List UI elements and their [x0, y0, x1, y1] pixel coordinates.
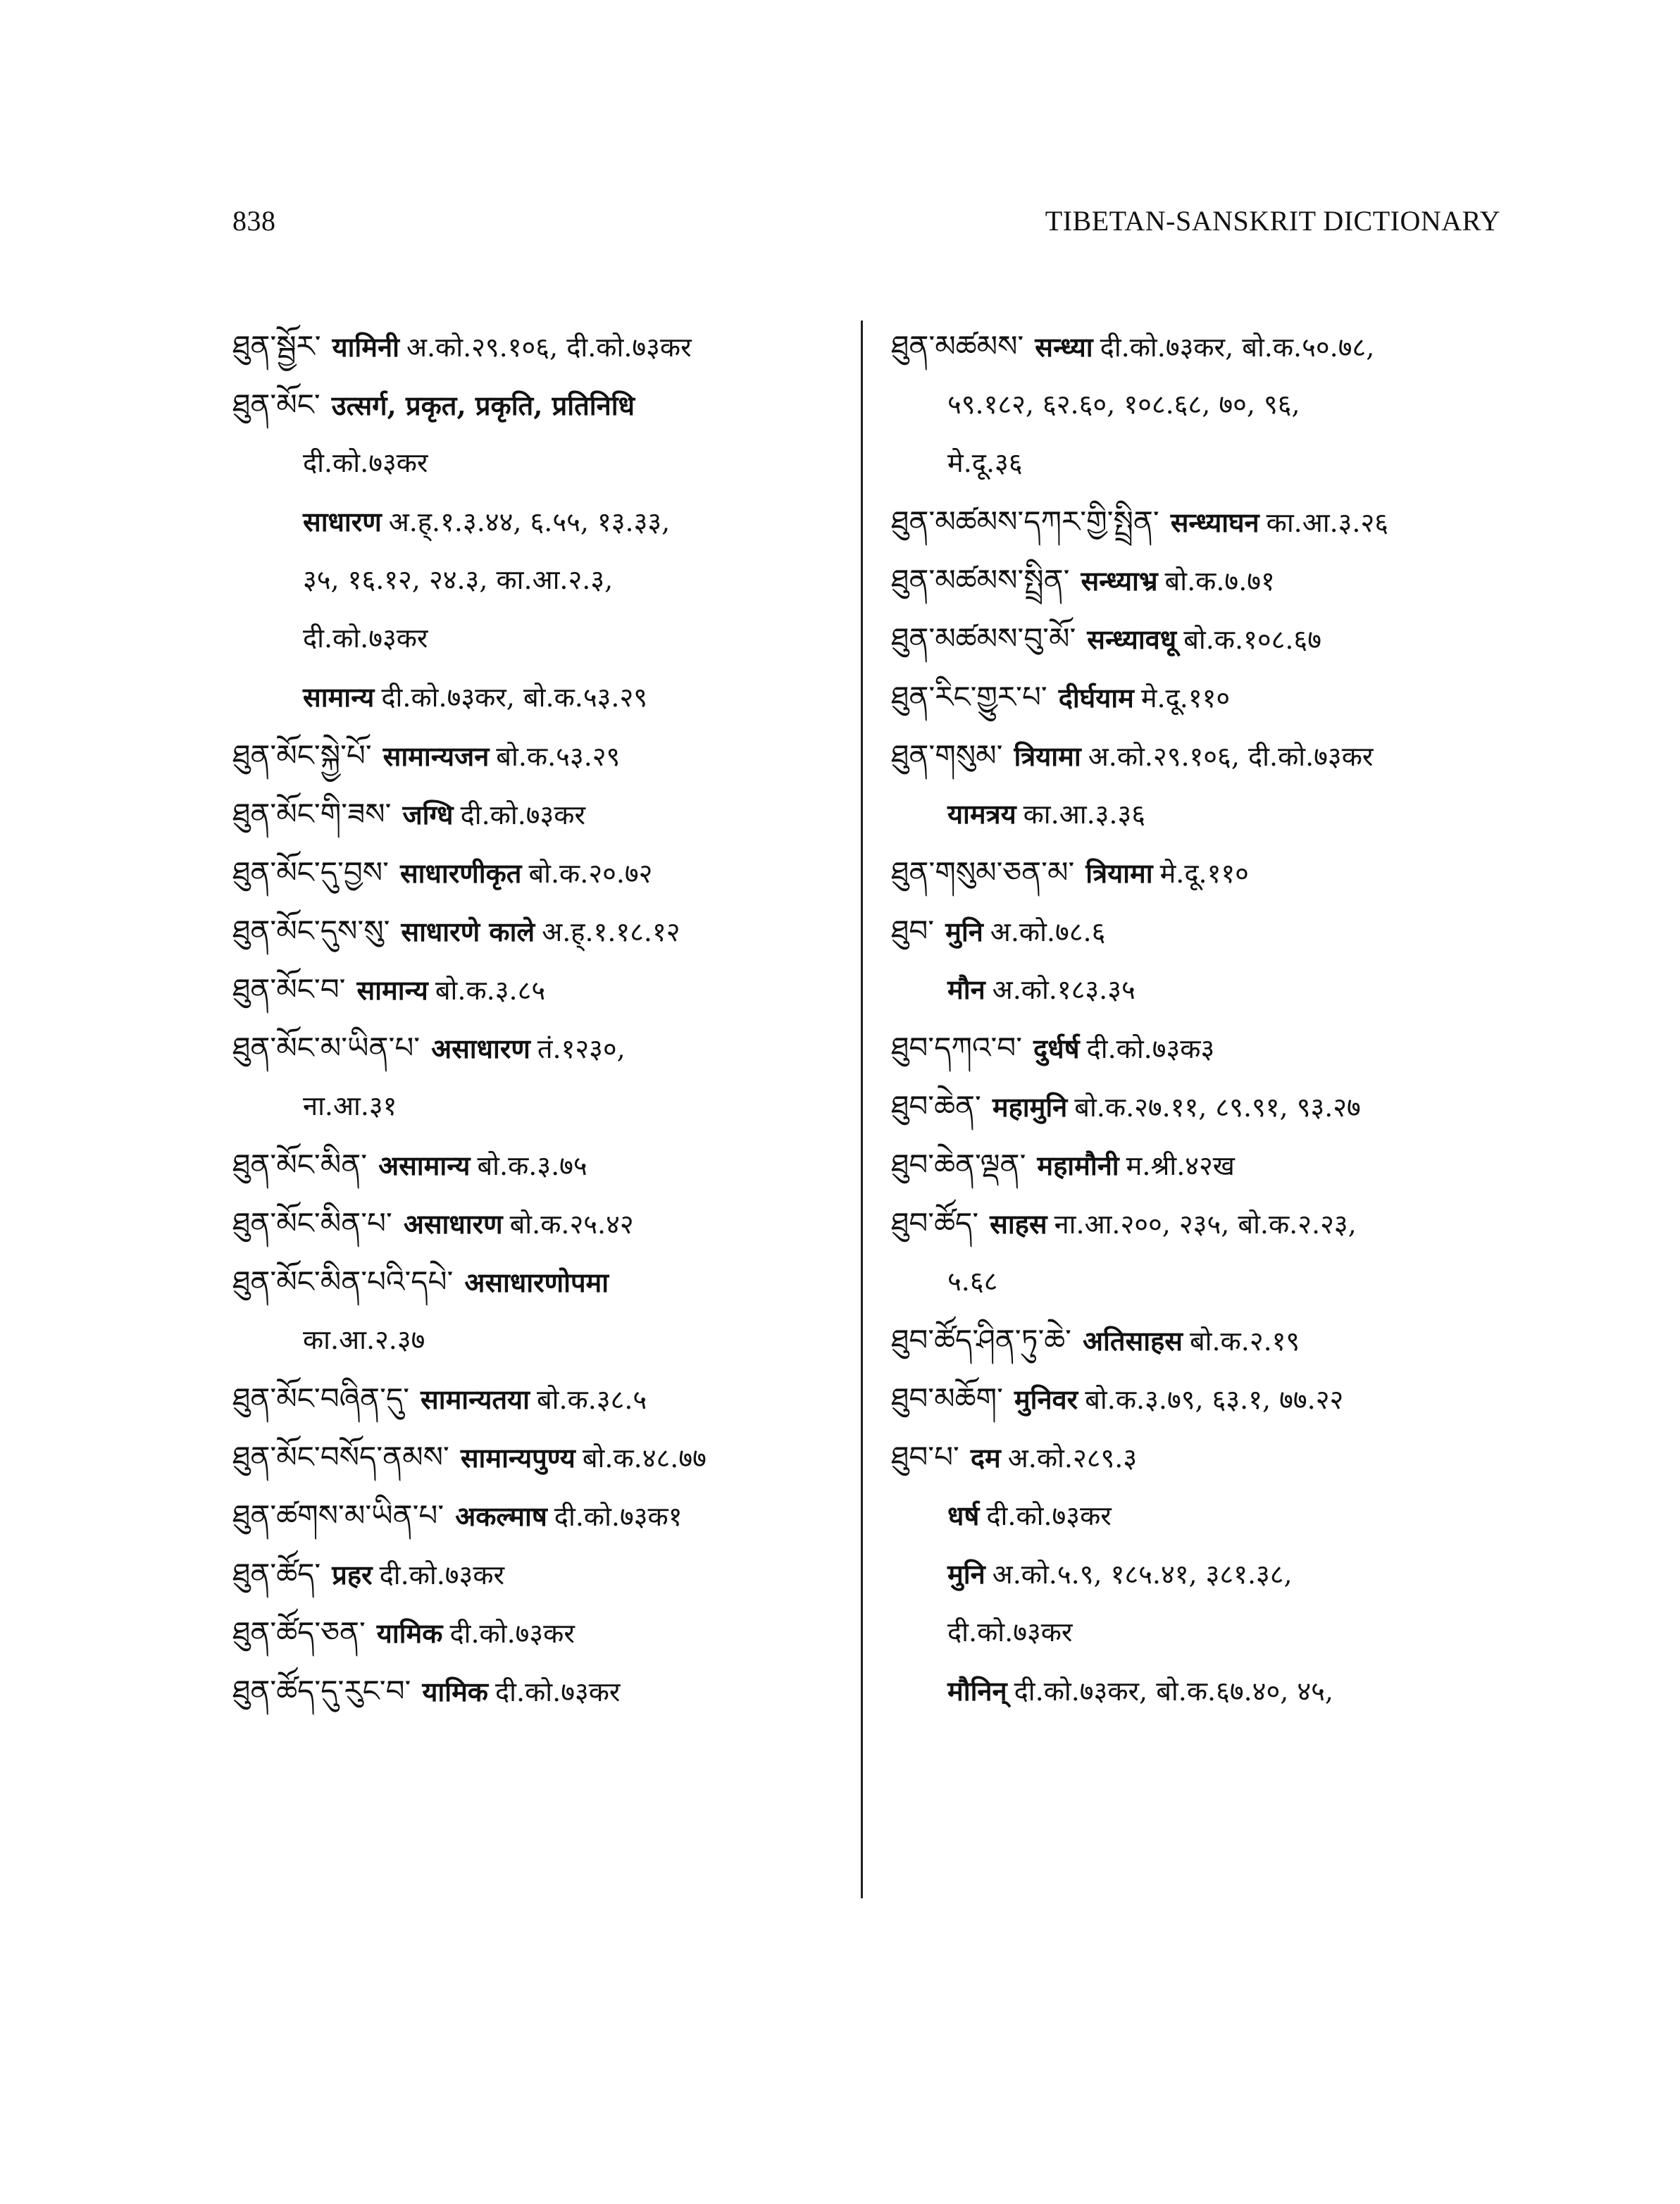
source-reference: दी.को.७३क३: [1086, 1033, 1215, 1064]
sanskrit-equivalent: साधारणे काले: [401, 916, 535, 947]
source-reference: म.श्री.४२ख: [1126, 1150, 1235, 1181]
tibetan-headword: ཐུན་མོང་གི་ཟས་: [232, 797, 392, 831]
sanskrit-equivalent: सामान्यपुण्य: [460, 1442, 575, 1474]
source-reference: बो.क.३८.५: [536, 1384, 647, 1415]
source-reference: बो.क.३.७५: [477, 1150, 587, 1181]
tibetan-headword: ཐུན་མཚམས་དཀར་གྱི་སྤྲིན་: [891, 504, 1159, 539]
sanskrit-equivalent: सन्ध्यावधू: [1087, 623, 1177, 655]
dictionary-entry-line: [891, 609, 1511, 668]
source-reference: मे.दू.३६: [947, 447, 1023, 478]
source-reference: दी.को.७३कर, बो.क.६७.४०, ४५,: [1014, 1676, 1333, 1707]
dictionary-entry-line: [232, 375, 866, 434]
source-reference: ३५, १६.१२, २४.३, का.आ.२.३,: [303, 564, 614, 595]
tibetan-headword: ཐུན་མཚམས་བུ་མོ་: [891, 621, 1076, 656]
sanskrit-equivalent: मुनि: [947, 1558, 985, 1590]
dictionary-entry-line: [232, 1077, 866, 1135]
dictionary-entry-line: [891, 1077, 1511, 1135]
tibetan-headword: ཐུན་མོང་མ་ཡིན་པ་: [232, 1031, 421, 1065]
tibetan-headword: ཐུན་མོང་: [232, 387, 321, 422]
tibetan-headword: ཐུན་ཚགས་མ་ཡིན་པ་: [232, 1498, 444, 1533]
sanskrit-equivalent: मौनिन्: [947, 1675, 1007, 1707]
dictionary-entry-line: [891, 434, 1511, 492]
dictionary-entry-line: [891, 375, 1511, 434]
source-reference: अ.ह्.१.३.४४, ६.५५, १३.३३,: [388, 506, 671, 537]
sanskrit-equivalent: सामान्यजन: [382, 740, 490, 772]
source-reference: बो.क.४८.७७: [582, 1443, 707, 1474]
sanskrit-equivalent: अतिसाहस: [1083, 1325, 1183, 1357]
tibetan-headword: ཐུན་མོང་བཞིན་དུ་: [232, 1381, 410, 1416]
tibetan-headword: ཐུབ་ཚོད་ཤིན་ཏུ་ཆེ་: [891, 1323, 1071, 1357]
sanskrit-equivalent: सन्ध्याघन: [1170, 506, 1259, 538]
source-reference: बो.क.२५.४२: [509, 1209, 634, 1240]
source-reference: ५९.१८२, ६२.६०, १०८.६८, ७०, ९६,: [947, 389, 1300, 420]
sanskrit-equivalent: मुनि: [945, 916, 983, 947]
dictionary-entry-line: [232, 434, 866, 492]
dictionary-entry-line: [232, 1019, 866, 1077]
source-reference: दी.को.७३कर: [460, 799, 586, 830]
tibetan-headword: ཐུན་མོང་སྐྱེ་པོ་: [232, 738, 372, 773]
sanskrit-equivalent: दुर्धर्ष: [1033, 1033, 1080, 1064]
source-reference: दी.को.७३कर, बो.क.५०.७८,: [1100, 332, 1375, 363]
dictionary-entry-line: [891, 960, 1511, 1019]
dictionary-entry-line: [891, 1662, 1511, 1720]
sanskrit-equivalent: सामान्य: [356, 974, 428, 1006]
source-reference: दी.को.७३क१: [554, 1501, 683, 1532]
tibetan-headword: ཐུབ་པ་: [891, 1440, 959, 1474]
dictionary-entry-line: [232, 1662, 866, 1720]
tibetan-headword: ཐུན་གསུམ་ཅན་མ་: [891, 855, 1075, 890]
tibetan-headword: ཐུན་མོང་བསོད་ནམས་: [232, 1440, 449, 1474]
dictionary-entry-line: [891, 1545, 1511, 1603]
sanskrit-equivalent: दम: [970, 1442, 1001, 1474]
tibetan-headword: ཐུབ་དཀའ་བ་: [891, 1031, 1023, 1065]
source-reference: अ.को.२९.१०६, दी.को.७३कर: [1088, 741, 1374, 772]
source-reference: दी.को.७३कर: [303, 447, 428, 478]
source-reference: मे.दू.११०: [1140, 683, 1231, 714]
source-reference: का.आ.३.२६: [1266, 507, 1389, 538]
dictionary-entry-line: [891, 1311, 1511, 1369]
dictionary-entry-line: [232, 668, 866, 726]
dictionary-entry-line: [891, 668, 1511, 726]
dictionary-entry-line: [232, 1486, 866, 1545]
dictionary-entry-line: [232, 1135, 866, 1194]
tibetan-headword: ཐུན་གསུམ་: [891, 738, 1003, 773]
dictionary-entry-line: [232, 492, 866, 551]
tibetan-headword: ཐུན་ཚོད་: [232, 1557, 321, 1591]
dictionary-entry-line: [232, 317, 866, 375]
source-reference: दी.को.७३कर: [986, 1500, 1112, 1531]
dictionary-entry-line: [891, 902, 1511, 960]
tibetan-headword: ཐུན་རིང་གྱུར་པ་: [891, 680, 1047, 714]
source-reference: बो.क.२०.७२: [528, 858, 653, 889]
column-divider: [861, 320, 863, 1898]
tibetan-headword: ཐུན་མོང་དུས་སུ་: [232, 914, 390, 948]
dictionary-entry-line: [232, 785, 866, 843]
source-reference: अ.को.७८.६: [990, 916, 1106, 947]
dictionary-entry-line: [232, 1311, 866, 1369]
tibetan-headword: ཐུན་མོང་དུ་བྱས་: [232, 855, 389, 890]
sanskrit-equivalent: सन्ध्याभ्र: [1081, 565, 1158, 597]
dictionary-entry-line: [891, 1194, 1511, 1252]
sanskrit-equivalent: त्रियामा: [1014, 740, 1081, 772]
source-reference: दी.को.७३कर: [947, 1617, 1073, 1648]
source-reference: तं.१२३०,: [537, 1033, 626, 1064]
tibetan-headword: ཐུན་ཚོད་དུ་རུང་བ་: [232, 1674, 411, 1708]
dictionary-entry-line: [891, 1369, 1511, 1428]
sanskrit-equivalent: मौन: [947, 973, 985, 1005]
dictionary-entry-line: [232, 609, 866, 668]
dictionary-entry-line: [232, 1428, 866, 1486]
sanskrit-equivalent: सन्ध्या: [1035, 331, 1093, 363]
source-reference: दी.को.७३कर: [449, 1618, 575, 1649]
source-reference: बो.क.३.७९, ६३.१, ७७.२२: [1085, 1384, 1344, 1415]
sanskrit-equivalent: महामुनि: [992, 1091, 1068, 1123]
dictionary-entry-line: [891, 1135, 1511, 1194]
source-reference: बो.क.२.१९: [1189, 1326, 1300, 1357]
tibetan-headword: ཐུན་མཚམས་: [891, 329, 1024, 363]
running-title: TIBETAN-SANSKRIT DICTIONARY: [1045, 205, 1500, 237]
tibetan-headword: ཐུབ་ཚོད་: [891, 1206, 979, 1240]
dictionary-entry-line: [891, 1603, 1511, 1662]
source-reference: ना.आ.३१: [303, 1090, 397, 1121]
dictionary-entry-line: [232, 1194, 866, 1252]
sanskrit-equivalent: यामत्रय: [947, 798, 1016, 830]
tibetan-headword: ཐུན་མཚམས་སྤྲིན་: [891, 563, 1070, 597]
dictionary-entry-line: [891, 1252, 1511, 1311]
sanskrit-equivalent: साधारण: [303, 506, 382, 537]
source-reference: अ.ह्.१.१८.१२: [542, 916, 680, 947]
source-reference: ना.आ.२००, २३५, बो.क.२.२३,: [1054, 1209, 1357, 1240]
sanskrit-equivalent: असाधारण: [431, 1033, 530, 1064]
source-reference: बो.क.७.७१: [1164, 566, 1275, 597]
sanskrit-equivalent: अकल्माष: [455, 1500, 547, 1532]
sanskrit-equivalent: जग्धि: [402, 799, 454, 830]
source-reference: अ.को.५.९, १८५.४१, ३८१.३८,: [992, 1559, 1293, 1590]
dictionary-entry-line: [232, 1252, 866, 1311]
sanskrit-equivalent: धर्ष: [947, 1500, 980, 1531]
tibetan-headword: ཐུབ་ཆེན་: [891, 1089, 981, 1123]
source-reference: बो.क.३.८५: [435, 975, 546, 1006]
dictionary-entry-line: [232, 726, 866, 785]
dictionary-entry-line: [891, 1486, 1511, 1545]
dictionary-entry-line: [232, 1369, 866, 1428]
tibetan-headword: ཐུབ་ཆེན་ལྡན་: [891, 1147, 1026, 1182]
sanskrit-equivalent: महामौनी: [1037, 1150, 1119, 1181]
sanskrit-equivalent: दीर्घयाम: [1058, 682, 1134, 714]
dictionary-entry-line: [891, 492, 1511, 551]
source-reference: दी.को.७३कर: [495, 1676, 621, 1707]
source-reference: का.आ.२.३७: [303, 1324, 425, 1355]
dictionary-entry-line: [232, 902, 866, 960]
source-reference: अ.को.२८९.३: [1007, 1443, 1138, 1474]
source-reference: बो.क.५३.२९: [496, 741, 621, 772]
dictionary-entry-line: [891, 726, 1511, 785]
source-reference: दी.को.७३कर, बो.क.५३.२९: [381, 682, 647, 713]
page-number: 838: [232, 205, 276, 237]
source-reference: दी.को.७३कर: [303, 623, 428, 654]
sanskrit-equivalent: त्रियामा: [1085, 857, 1153, 889]
sanskrit-equivalent: साधारणीकृत: [399, 857, 522, 889]
dictionary-entry-line: [891, 1428, 1511, 1486]
tibetan-headword: ཐུན་སྦྱོར་: [232, 329, 321, 363]
dictionary-entry-line: [232, 843, 866, 902]
tibetan-headword: ཐུན་མོང་བ་: [232, 972, 346, 1007]
left-column: [232, 317, 866, 1720]
source-reference: बो.क.१०८.६७: [1183, 624, 1321, 655]
source-reference: का.आ.३.३६: [1023, 799, 1146, 830]
sanskrit-equivalent: मुनिवर: [1014, 1383, 1078, 1415]
source-reference: अ.को.२९.१०६, दी.को.७३कर: [406, 332, 692, 363]
dictionary-entry-line: [232, 551, 866, 609]
source-reference: दी.को.७३कर: [379, 1559, 505, 1590]
dictionary-entry-line: [232, 1603, 866, 1662]
tibetan-headword: ཐུན་མོང་མིན་པའི་དཔེ་: [232, 1264, 454, 1299]
dictionary-entry-line: [232, 960, 866, 1019]
tibetan-headword: ཐུན་མོང་མིན་པ་: [232, 1206, 392, 1240]
page-header: [232, 204, 1500, 247]
sanskrit-equivalent: असाधारण: [403, 1208, 503, 1240]
sanskrit-equivalent: सामान्यतया: [421, 1383, 530, 1415]
tibetan-headword: ཐུན་མོང་མིན་: [232, 1147, 368, 1182]
sanskrit-equivalent: साहस: [990, 1208, 1047, 1240]
dictionary-entry-line: [891, 843, 1511, 902]
dictionary-entry-line: [891, 785, 1511, 843]
sanskrit-equivalent: प्रहर: [332, 1559, 373, 1590]
dictionary-entry-line: [232, 1545, 866, 1603]
tibetan-headword: ཐུབ་མཆོག་: [891, 1381, 1003, 1416]
dictionary-entry-line: [891, 551, 1511, 609]
sanskrit-equivalent: उत्सर्ग, प्रकृत, प्रकृति, प्रतिनिधि: [331, 390, 635, 421]
sanskrit-equivalent: सामान्य: [303, 681, 375, 713]
sanskrit-equivalent: असामान्य: [378, 1150, 471, 1181]
sanskrit-equivalent: यामिनी: [332, 331, 399, 363]
source-reference: बो.क.२७.११, ८९.९१, ९३.२७: [1074, 1092, 1361, 1123]
sanskrit-equivalent: यामिक: [422, 1676, 488, 1707]
tibetan-headword: ཐུན་ཚོད་ཅན་: [232, 1615, 366, 1650]
dictionary-entry-line: [891, 317, 1511, 375]
source-reference: अ.को.१८३.३५: [992, 974, 1135, 1005]
source-reference: मे.दू.११०: [1159, 858, 1249, 889]
sanskrit-equivalent: यामिक: [376, 1617, 443, 1649]
right-column: [891, 317, 1511, 1720]
dictionary-entry-line: [891, 1019, 1511, 1077]
source-reference: ५.६८: [947, 1266, 998, 1297]
sanskrit-equivalent: असाधारणोपमा: [464, 1266, 609, 1298]
tibetan-headword: ཐུབ་: [891, 914, 935, 948]
